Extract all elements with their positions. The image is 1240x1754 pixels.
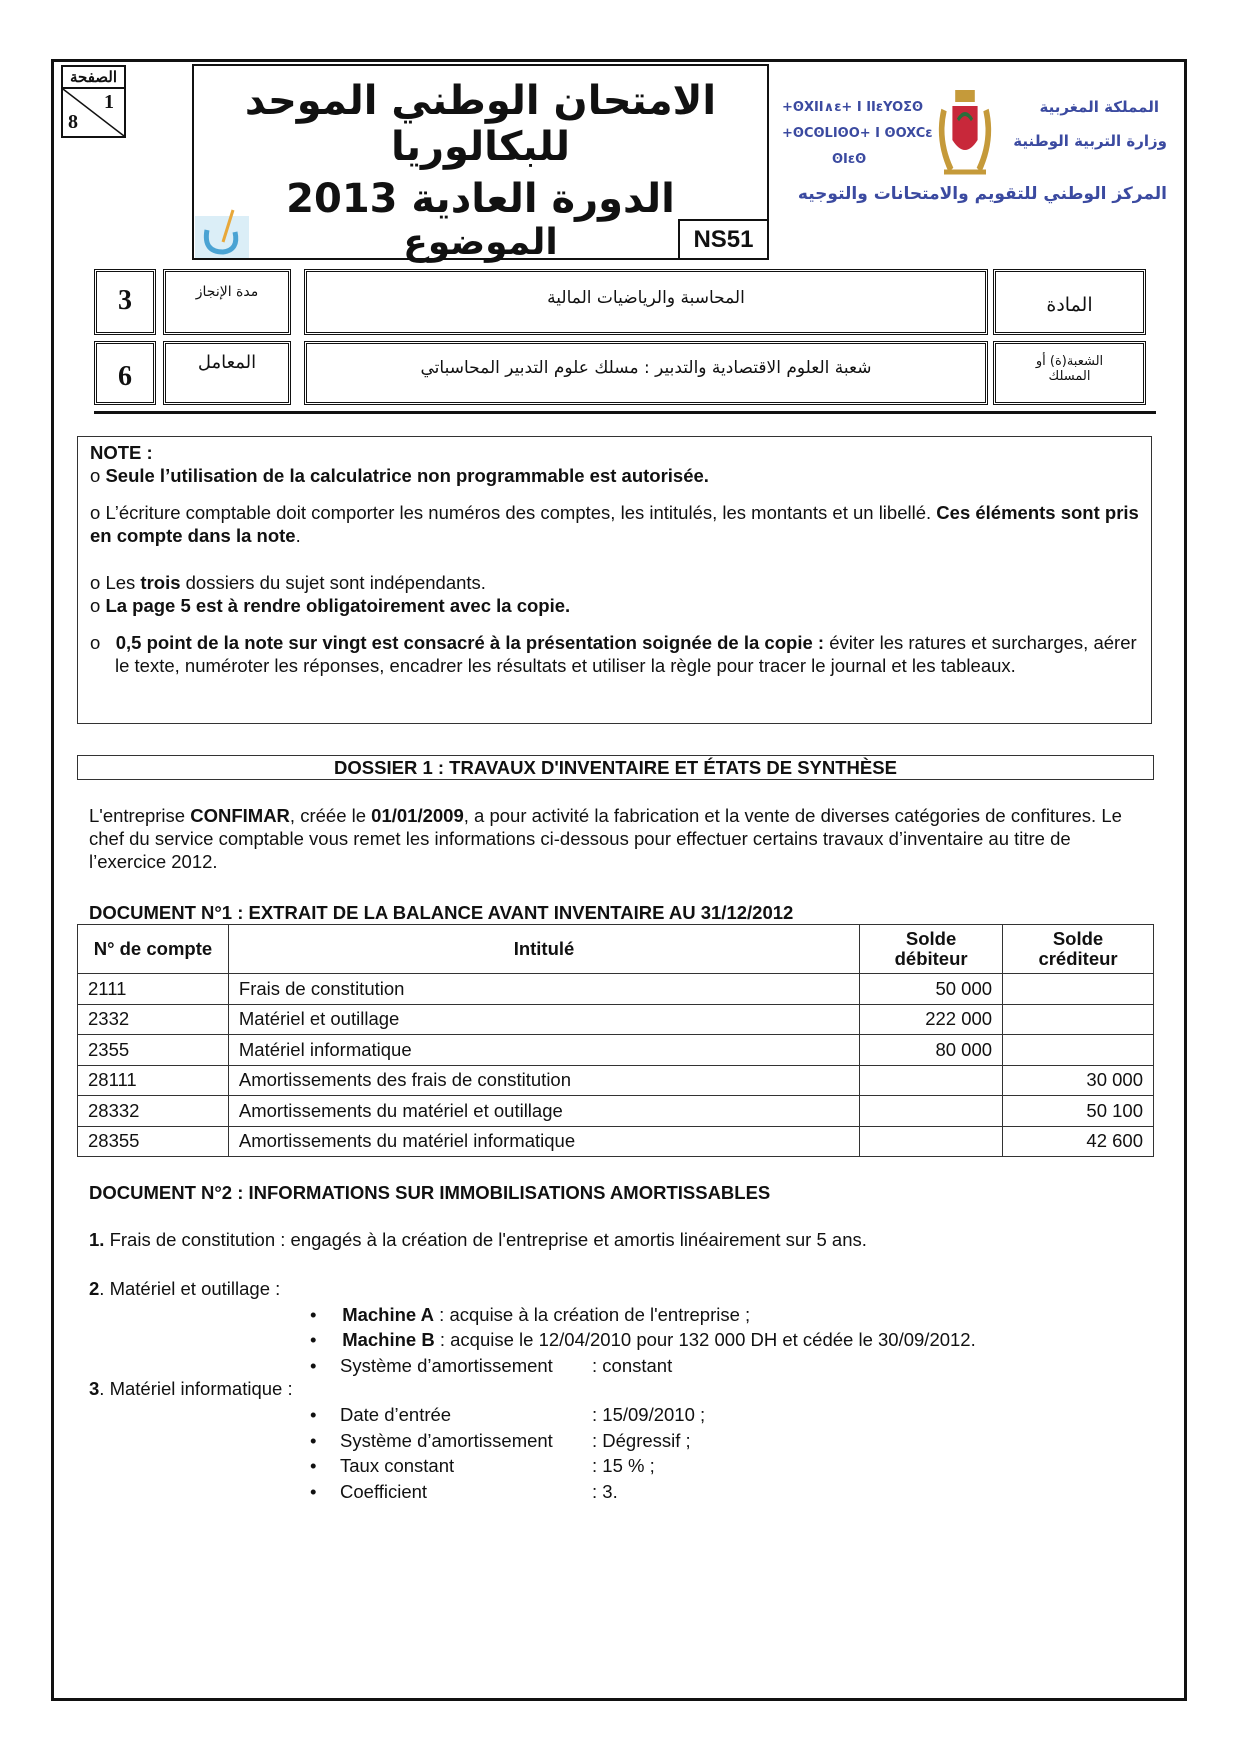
item-2-text: . Matériel et outillage : — [99, 1278, 281, 1299]
machine-a-label: Machine A — [342, 1304, 435, 1325]
info-label: Coefficient — [340, 1480, 428, 1502]
note-presentation: éviter les ratures et surcharges, aérer le texte, numéroter les réponses, encadrer les résultats et utiliser la règle pour tracer le journal et les tableaux. — [115, 632, 1137, 676]
table-row — [78, 1126, 1154, 1157]
note-dossiers-a: Les — [105, 572, 141, 593]
bullet: o — [90, 465, 101, 486]
cell-credit: 30 000 — [1003, 1065, 1154, 1096]
duration-label: مدة الإنجاز — [163, 269, 291, 335]
cell-account-number: 2332 — [78, 1004, 229, 1035]
balance-table — [77, 924, 1154, 1157]
duration-value-cell — [94, 269, 156, 335]
cell-credit: 50 100 — [1003, 1096, 1154, 1127]
cell-credit — [1003, 1035, 1154, 1066]
exam-session: الدورة العادية 2013 — [286, 176, 675, 222]
logo-tifinagh-1: +ʘXII∧ɛ+ I IIɛYOΣʘ — [782, 100, 924, 115]
note-box: NOTE : o Seule l’utilisation de la calculatrice non programmable est autorisée. o L’écriture comptable doit comporter les numéros des comptes, les intitulés, les montants et un libellé. Ces éléments sont pris en compte dans la note. o Les trois dossiers du sujet sont indépendants. o La page 5 est à rendre obligatoirement avec la copie. o 0,5 point de la note sur vingt est consacré à la présentation soignée de la copie : éviter les ratures et surcharges, aérer le texte, numéroter les réponses, encadrer les résultats et utiliser la règle pour tracer le journal et les tableaux. — [77, 436, 1152, 724]
bullet: • — [310, 1480, 317, 1502]
header-divider — [94, 411, 1156, 414]
dossier-1-title: DOSSIER 1 : TRAVAUX D'INVENTAIRE ET ÉTATS DE SYNTHÈSE — [77, 755, 1154, 780]
bullet: o — [90, 632, 101, 653]
cell-label: Amortissements des frais de constitution — [228, 1065, 859, 1096]
info-label: Taux constant — [340, 1455, 455, 1476]
branch-name: شعبة العلوم الاقتصادية والتدبير : مسلك علوم التدبير المحاسباتي — [304, 341, 988, 405]
table-row — [78, 1065, 1154, 1096]
item-2-number: 2 — [89, 1278, 100, 1299]
note-entries: L’écriture comptable doit comporter les numéros des comptes, les intitulés, les montants et un libellé. — [105, 502, 932, 523]
page-current: 1 — [104, 91, 114, 113]
note-entries-bold: Ces éléments sont pris en compte dans la note — [90, 502, 1139, 546]
cell-debit: 222 000 — [860, 1004, 1003, 1035]
info-label: Date d’entrée — [340, 1404, 452, 1425]
col-credit: Solde créditeur — [1003, 925, 1154, 974]
info-value: : Dégressif ; — [592, 1429, 691, 1451]
machine-b-label: Machine B — [342, 1329, 435, 1350]
item-3 — [89, 1377, 293, 1400]
table-row — [78, 1096, 1154, 1127]
page-total: 8 — [68, 111, 78, 133]
cnee-small-logo-icon — [193, 208, 251, 260]
cell-debit — [860, 1065, 1003, 1096]
bullet-depreciation-system: • — [310, 1355, 317, 1376]
cell-credit: 42 600 — [1003, 1126, 1154, 1157]
intro-c: , a pour activité la fabrication et la vente de diverses catégories de confitures. Le chef du service comptable vous remet les informations ci-dessous pour effectuer certains travaux d’inventaire au titre de l’exercice 2012. — [89, 805, 1122, 872]
table-row — [78, 1004, 1154, 1035]
item-1 — [89, 1228, 867, 1251]
item-3-text: . Matériel informatique : — [99, 1378, 293, 1399]
note-page5: La page 5 est à rendre obligatoirement avec la copie. — [105, 595, 571, 616]
page-number-box — [61, 65, 126, 138]
logo-kingdom: المملكة المغربية — [1039, 98, 1159, 116]
document-2-title: DOCUMENT N°2 : INFORMATIONS SUR IMMOBILISATIONS AMORTISSABLES — [89, 1182, 771, 1203]
note-dossiers-b: trois — [140, 572, 181, 593]
intro-a: L'entreprise — [89, 805, 191, 826]
bullet: • — [310, 1429, 317, 1451]
duration-value: 3 — [118, 285, 132, 316]
subject-name: المحاسبة والرياضيات المالية — [304, 269, 988, 335]
logo-tifinagh-2: +ʘCʘLIʘO+ I ʘOXCɛ — [782, 126, 933, 141]
col-account-number: N° de compte — [78, 925, 229, 974]
cell-debit: 80 000 — [860, 1035, 1003, 1066]
depreciation-system-label: Système d’amortissement — [340, 1355, 553, 1376]
table-row — [78, 1035, 1154, 1066]
info-value: : 15/09/2010 ; — [592, 1404, 706, 1425]
note-title: NOTE : — [90, 442, 153, 463]
note-presentation-bold: 0,5 point de la note sur vingt est consacré à la présentation soignée de la copie : — [115, 632, 825, 653]
exam-title: الامتحان الوطني الموحد للبكالوريا — [244, 78, 717, 170]
coefficient-value-cell — [94, 341, 156, 405]
item-3-number: 3 — [89, 1378, 100, 1399]
bullet: • — [310, 1455, 317, 1476]
item-2 — [89, 1277, 280, 1300]
depreciation-system-value: : constant — [592, 1355, 673, 1376]
cell-account-number: 28355 — [78, 1126, 229, 1157]
ministry-logo — [782, 80, 1167, 220]
company-name: CONFIMAR — [190, 805, 290, 826]
branch-label: الشعبة(ة) أو المسلك — [993, 341, 1146, 405]
info-value: : 3. — [592, 1480, 618, 1502]
bullet: o — [90, 502, 101, 523]
cell-account-number: 28332 — [78, 1096, 229, 1127]
document-1-title: DOCUMENT N°1 : EXTRAIT DE LA BALANCE AVANT INVENTAIRE AU 31/12/2012 — [89, 902, 794, 923]
exam-code: NS51 — [678, 219, 769, 260]
cell-account-number: 2355 — [78, 1035, 229, 1066]
dossier-1-intro — [89, 804, 1149, 873]
coat-of-arms-icon — [937, 80, 993, 180]
intro-b: , créée le — [289, 805, 372, 826]
bullet: • — [310, 1404, 317, 1425]
page-label: الصفحة — [63, 67, 124, 89]
cell-debit: 50 000 — [860, 974, 1003, 1005]
cell-credit — [1003, 1004, 1154, 1035]
bullet: o — [90, 572, 101, 593]
subject-label: المادة — [993, 269, 1146, 335]
creation-date: 01/01/2009 — [371, 805, 464, 826]
bullet-machine-b: • Machine B : acquise le 12/04/2010 pour 132 000 DH et cédée le 30/09/2012. — [310, 1329, 976, 1350]
logo-tifinagh-3: ʘIɛʘ — [832, 152, 867, 167]
cell-debit — [860, 1126, 1003, 1157]
cell-label: Amortissements du matériel et outillage — [228, 1096, 859, 1127]
item-1-number: 1. — [89, 1229, 105, 1250]
cell-credit — [1003, 974, 1154, 1005]
note-calculator: Seule l’utilisation de la calculatrice non programmable est autorisée. — [105, 465, 709, 486]
cell-label: Matériel informatique — [228, 1035, 859, 1066]
cell-label: Amortissements du matériel informatique — [228, 1126, 859, 1157]
table-row — [78, 974, 1154, 1005]
bullet: o — [90, 595, 101, 616]
coefficient-value: 6 — [118, 361, 132, 392]
machine-b-text: : acquise le 12/04/2010 pour 132 000 DH et cédée le 30/09/2012. — [434, 1329, 976, 1350]
cell-account-number: 2111 — [78, 974, 229, 1005]
cell-label: Matériel et outillage — [228, 1004, 859, 1035]
logo-center: المركز الوطني للتقويم والامتحانات والتوجيه — [797, 184, 1167, 204]
logo-ministry: وزارة التربية الوطنية — [1013, 132, 1167, 150]
col-label: Intitulé — [228, 925, 859, 974]
cell-account-number: 28111 — [78, 1065, 229, 1096]
cell-debit — [860, 1096, 1003, 1127]
info-label: Système d’amortissement — [340, 1429, 553, 1451]
col-debit: Solde débiteur — [860, 925, 1003, 974]
machine-a-text: : acquise à la création de l'entreprise ; — [434, 1304, 751, 1325]
note-dossiers-c: dossiers du sujet sont indépendants. — [180, 572, 486, 593]
coefficient-label: المعامل — [163, 341, 291, 405]
exam-subject-label: الموضوع — [403, 222, 558, 263]
item-1-text: Frais de constitution : engagés à la création de l'entreprise et amortis linéairement sur 5 ans. — [104, 1229, 867, 1250]
bullet-machine-a: • Machine A : acquise à la création de l'entreprise ; — [310, 1304, 751, 1325]
cell-label: Frais de constitution — [228, 974, 859, 1005]
info-value: : 15 % ; — [592, 1455, 655, 1476]
